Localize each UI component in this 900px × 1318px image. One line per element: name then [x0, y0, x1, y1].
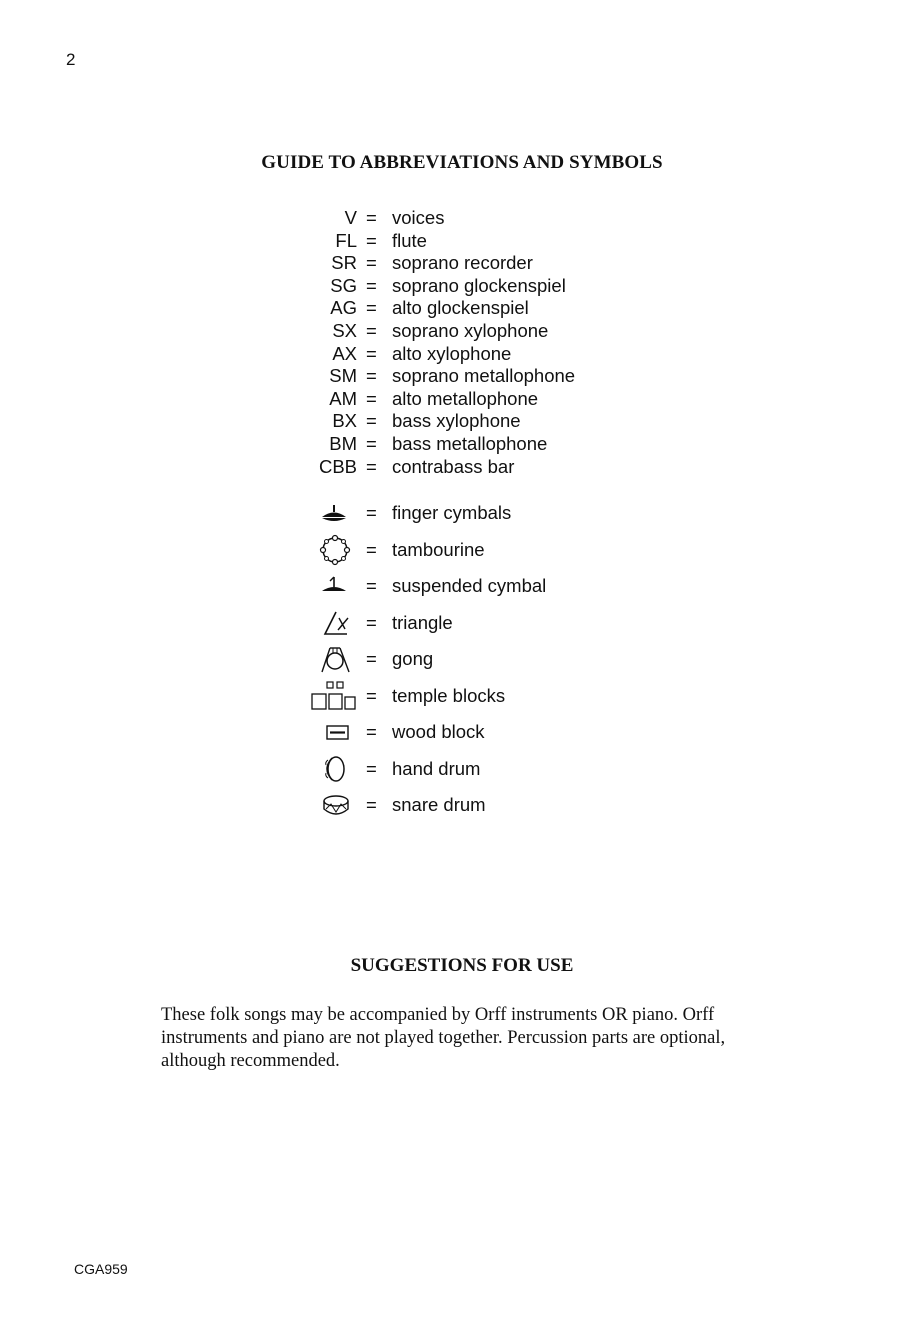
abbreviation-meaning: soprano xylophone — [392, 319, 549, 341]
equals-sign: = — [366, 721, 377, 742]
equals-sign: = — [366, 410, 377, 432]
suggestions-line: instruments and piano are not played together. Percussion parts are optional, — [161, 1028, 726, 1048]
abbreviation-code: SR — [331, 252, 357, 274]
equals-sign: = — [366, 648, 377, 669]
triangle-icon — [308, 606, 360, 640]
symbol-row — [0, 537, 900, 563]
abbreviation-meaning: bass xylophone — [392, 410, 521, 432]
guide-title: GUIDE TO ABBREVIATIONS AND SYMBOLS — [261, 152, 663, 173]
equals-sign: = — [366, 252, 377, 274]
suggestions-line: These folk songs may be accompanied by Orff instruments OR piano. Orff — [161, 1005, 715, 1025]
abbreviation-code: FL — [335, 229, 357, 251]
equals-sign: = — [366, 538, 377, 560]
abbreviation-row — [0, 252, 900, 275]
finger-cymbals-icon — [308, 496, 360, 530]
abbreviation-row — [0, 365, 900, 388]
abbreviation-code: SG — [330, 274, 357, 296]
abbreviation-meaning: voices — [392, 207, 445, 228]
abbreviation-meaning: bass metallophone — [392, 432, 548, 454]
symbol-meaning: snare drum — [392, 794, 486, 815]
abbreviation-meaning: soprano recorder — [392, 252, 533, 274]
abbreviation-row — [0, 320, 900, 343]
equals-sign: = — [366, 575, 377, 596]
equals-sign: = — [366, 365, 377, 387]
equals-sign: = — [366, 502, 377, 523]
equals-sign: = — [366, 432, 377, 454]
abbreviation-row — [0, 275, 900, 298]
abbreviation-code: CBB — [318, 455, 357, 477]
equals-sign: = — [366, 274, 377, 296]
equals-sign: = — [366, 319, 377, 341]
abbreviation-meaning: contrabass bar — [392, 455, 515, 477]
tambourine-icon — [308, 533, 360, 567]
symbol-meaning: finger cymbals — [392, 502, 512, 523]
abbreviation-row — [0, 207, 900, 230]
abbreviation-list — [0, 207, 900, 478]
abbreviation-meaning: alto glockenspiel — [392, 297, 529, 319]
abbreviation-code: SX — [332, 319, 357, 341]
abbreviation-row — [0, 343, 900, 366]
abbreviation-row — [0, 410, 900, 433]
catalog-code: CGA959 — [74, 1261, 128, 1277]
equals-sign: = — [366, 684, 377, 706]
symbol-row — [0, 792, 900, 818]
equals-sign: = — [366, 207, 377, 228]
gong-icon — [308, 642, 360, 676]
hand-drum-icon — [308, 752, 360, 786]
abbreviation-code: SM — [329, 365, 357, 387]
abbreviation-meaning: flute — [392, 229, 427, 251]
symbol-row — [0, 610, 900, 636]
equals-sign: = — [366, 757, 377, 779]
abbreviation-code: V — [344, 207, 357, 228]
symbol-meaning: gong — [392, 648, 434, 669]
abbreviation-code: AG — [330, 297, 357, 319]
symbol-row — [0, 573, 900, 599]
abbreviation-meaning: soprano glockenspiel — [392, 274, 566, 296]
symbol-meaning: tambourine — [392, 538, 485, 560]
equals-sign: = — [366, 455, 377, 477]
wood-block-icon — [308, 715, 360, 749]
abbreviation-row — [0, 433, 900, 456]
abbreviation-code: BX — [332, 410, 357, 432]
suggestions-title: SUGGESTIONS FOR USE — [350, 955, 574, 976]
abbreviation-row — [0, 388, 900, 411]
symbol-meaning: triangle — [392, 611, 453, 633]
abbreviation-row — [0, 297, 900, 320]
abbreviation-code: AM — [329, 387, 357, 409]
equals-sign: = — [366, 229, 377, 251]
temple-blocks-icon — [308, 679, 360, 713]
snare-drum-icon — [308, 788, 360, 822]
equals-sign: = — [366, 794, 377, 815]
symbol-meaning: hand drum — [392, 757, 481, 779]
suggestions-line: although recommended. — [161, 1051, 340, 1071]
symbol-row — [0, 646, 900, 672]
equals-sign: = — [366, 387, 377, 409]
suggestions-paragraph — [161, 1004, 801, 1073]
abbreviation-meaning: alto metallophone — [392, 387, 539, 409]
abbreviation-meaning: alto xylophone — [392, 342, 512, 364]
equals-sign: = — [366, 342, 377, 364]
symbol-row — [0, 500, 900, 526]
abbreviation-code: BM — [329, 432, 357, 454]
symbol-meaning: suspended cymbal — [392, 575, 547, 596]
suspended-cymbal-icon — [308, 569, 360, 603]
abbreviation-row — [0, 230, 900, 253]
abbreviation-meaning: soprano metallophone — [392, 365, 576, 387]
symbol-row — [0, 683, 900, 709]
symbol-row — [0, 756, 900, 782]
symbol-meaning: temple blocks — [392, 684, 506, 706]
equals-sign: = — [366, 297, 377, 319]
equals-sign: = — [366, 611, 377, 633]
page-number: 2 — [66, 50, 76, 69]
symbol-row — [0, 719, 900, 745]
abbreviation-code: AX — [332, 342, 357, 364]
abbreviation-row — [0, 456, 900, 479]
symbol-meaning: wood block — [392, 721, 485, 742]
